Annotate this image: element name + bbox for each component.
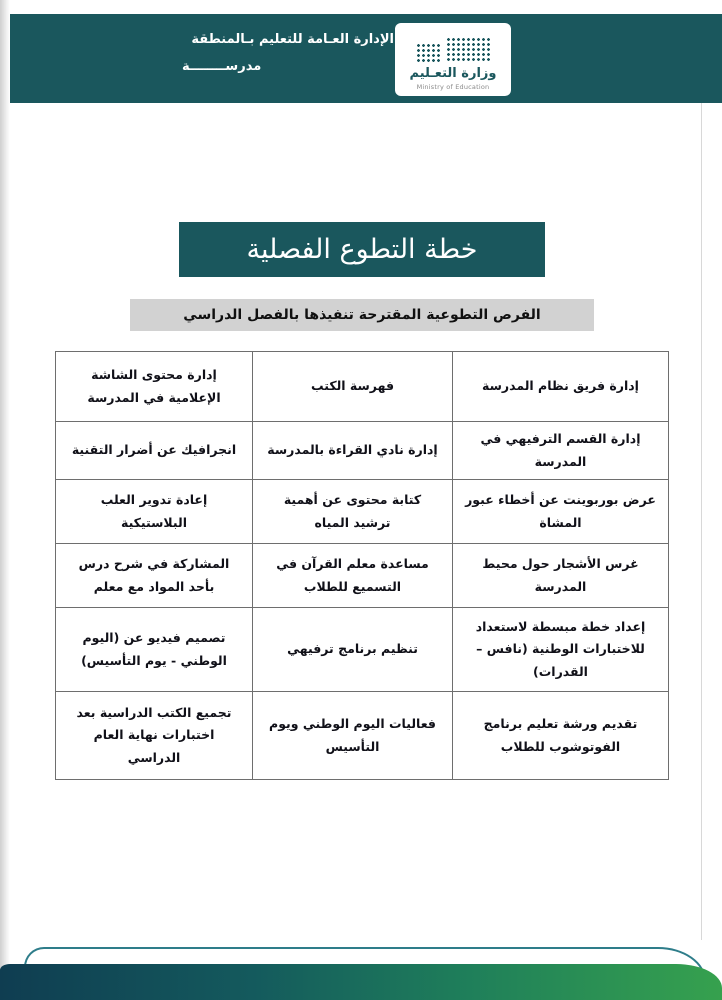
- ministry-logo-icon: [416, 37, 491, 63]
- table-cell: إدارة فريق نظام المدرسة: [453, 352, 669, 422]
- table-row: [56, 352, 669, 422]
- org-name-line: الإدارة العـامة للتعليم بـالمنطقة: [191, 32, 394, 47]
- volunteer-plan-table: [55, 351, 669, 780]
- document-title-text: خطة التطوع الفصلية: [246, 234, 478, 265]
- document-subtitle: [130, 299, 594, 331]
- ministry-logo-arabic: وزارة التعـليم: [409, 65, 497, 81]
- table-cell: إعداد خطة مبسطة لاستعداد للاختبارات الوطنية (نافس – القدرات): [453, 608, 669, 692]
- header-band: [10, 14, 722, 103]
- table-cell: تنظيم برنامج ترفيهي: [253, 608, 453, 692]
- table-cell: انجرافيك عن أضرار التقنية: [56, 422, 253, 480]
- logo-dots-left: [416, 43, 441, 63]
- logo-dots-right: [446, 37, 491, 63]
- document-title: [179, 222, 545, 277]
- footer-gradient-band: [0, 964, 722, 1000]
- page-right-edge: [701, 103, 702, 940]
- table-cell: إدارة القسم الترفيهي في المدرسة: [453, 422, 669, 480]
- document-subtitle-text: الفرص التطوعية المقترحة تنفيذها بالفصل الدراسي: [183, 307, 541, 323]
- table-cell: تقديم ورشة تعليم برنامج الفوتوشوب للطلاب: [453, 692, 669, 780]
- table-cell: إدارة نادي القراءة بالمدرسة: [253, 422, 453, 480]
- table-cell: كتابة محتوى عن أهمية ترشيد المياه: [253, 480, 453, 544]
- ministry-logo-english: Ministry of Education: [416, 83, 490, 91]
- table-row: [56, 692, 669, 780]
- table-row: [56, 544, 669, 608]
- table-cell: مساعدة معلم القرآن في التسميع للطلاب: [253, 544, 453, 608]
- page-left-edge: [0, 0, 10, 1000]
- header-org-block: [182, 31, 394, 74]
- table-row: [56, 608, 669, 692]
- table-cell: عرض بوربوينت عن أخطاء عبور المشاة: [453, 480, 669, 544]
- table-cell: فهرسة الكتب: [253, 352, 453, 422]
- table-cell: تصميم فيديو عن (اليوم الوطني - يوم التأسيس): [56, 608, 253, 692]
- ministry-logo: [395, 23, 511, 96]
- table-cell: إدارة محتوى الشاشة الإعلامية في المدرسة: [56, 352, 253, 422]
- table-cell: تجميع الكتب الدراسية بعد اختبارات نهاية العام الدراسي: [56, 692, 253, 780]
- table-cell: غرس الأشجار حول محيط المدرسة: [453, 544, 669, 608]
- table-cell: إعادة تدوير العلب البلاستيكية: [56, 480, 253, 544]
- table-row: [56, 422, 669, 480]
- table-row: [56, 480, 669, 544]
- table-cell: المشاركة في شرح درس بأحد المواد مع معلم: [56, 544, 253, 608]
- school-name-line: مدرســــــــة: [182, 59, 262, 75]
- table-cell: فعاليات اليوم الوطني ويوم التأسيس: [253, 692, 453, 780]
